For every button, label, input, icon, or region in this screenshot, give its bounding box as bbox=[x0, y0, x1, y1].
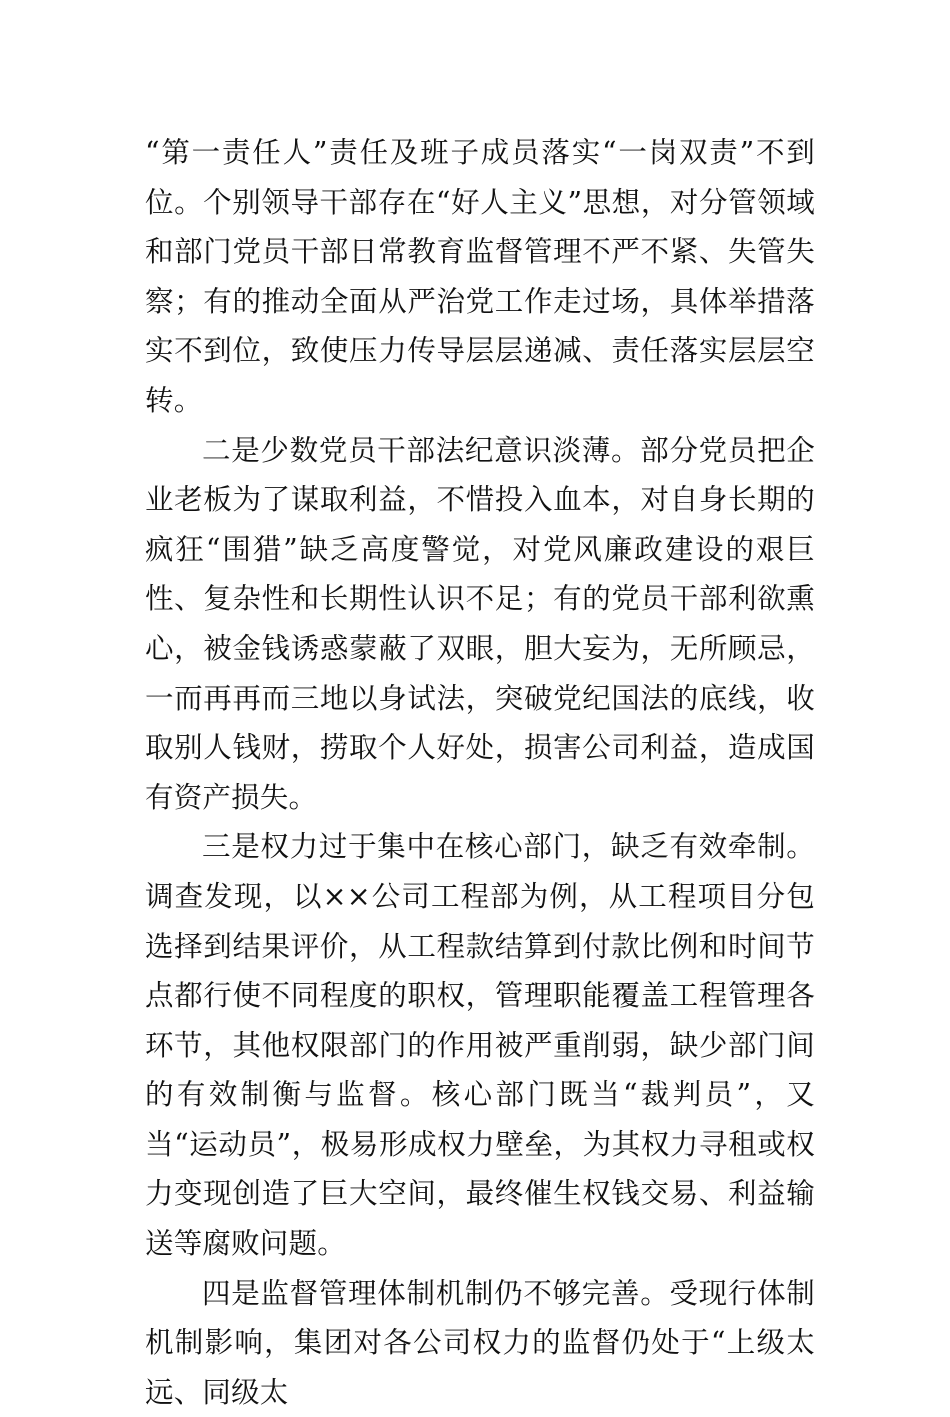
paragraph-4: 四是监督管理体制机制仍不够完善。受现行体制机制影响，集团对各公司权力的监督仍处于“上级太远、同级太 bbox=[145, 1276, 815, 1409]
body-text bbox=[145, 128, 815, 1417]
paragraph-1: “第一责任人”责任及班子成员落实“一岗双责”不到位。个别领导干部存在“好人主义”思想，对分管领域和部门党员干部日常教育监督管理不严不紧、失管失察；有的推动全面从严治党工作走过场，具体举措落实不到位，致使压力传导层层递减、责任落实层层空转。 bbox=[145, 136, 815, 417]
paragraph-2: 二是少数党员干部法纪意识淡薄。部分党员把企业老板为了谋取利益，不惜投入血本，对自身长期的疯狂“围猎”缺乏高度警觉，对党风廉政建设的艰巨性、复杂性和长期性认识不足；有的党员干部利欲熏心，被金钱诱惑蒙蔽了双眼，胆大妄为，无所顾忌，一而再再而三地以身试法，突破党纪国法的底线，收取别人钱财，捞取个人好处，损害公司利益，造成国有资产损失。 bbox=[145, 433, 815, 814]
paragraph-3: 三是权力过于集中在核心部门，缺乏有效牵制。调查发现，以××公司工程部为例，从工程项目分包选择到结果评价，从工程款结算到付款比例和时间节点都行使不同程度的职权，管理职能覆盖工程管理各环节，其他权限部门的作用被严重削弱，缺少部门间的有效制衡与监督。核心部门既当“裁判员”，又当“运动员”，极易形成权力壁垒，为其权力寻租或权力变现创造了巨大空间，最终催生权钱交易、利益输送等腐败问题。 bbox=[145, 830, 815, 1261]
